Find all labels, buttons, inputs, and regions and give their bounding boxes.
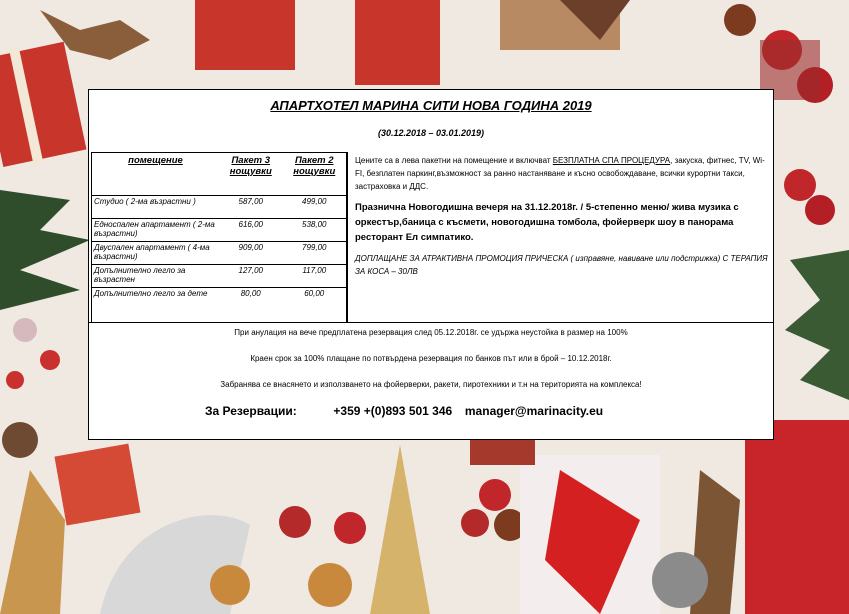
contact-line: [205, 404, 603, 418]
table-row: [92, 219, 346, 242]
price-3-nights: 909,00: [219, 242, 283, 265]
table-row: [92, 288, 346, 311]
phone-number[interactable]: +359 +(0)893 501 346: [333, 404, 453, 418]
price-2-nights: 60,00: [283, 288, 347, 311]
header-package-3: Пакет 3 нощувки: [229, 155, 272, 177]
contact-label: За Резервации:: [205, 404, 297, 418]
price-table: [91, 152, 347, 322]
price-2-nights: 799,00: [283, 242, 347, 265]
section-divider: [89, 322, 773, 323]
price-3-nights: 80,00: [219, 288, 283, 311]
header-room: помещение: [128, 155, 183, 166]
prices-rest: , закуска, фитнес, TV, Wi- FI, безплатен паркинг,възможност за ранно настаняване и късно освобождаване, всички курортни такси, застраховка и ДДС.: [355, 156, 765, 191]
offer-card: [88, 89, 774, 440]
room-name: Двуспален апартамент ( 4-ма възрастни): [92, 242, 219, 265]
room-name: Студио ( 2-ма възрастни ): [92, 196, 219, 219]
gift-icon: [195, 0, 295, 70]
price-2-nights: 499,00: [283, 196, 347, 219]
gift-icon: [54, 444, 140, 526]
prices-intro: Цените са в лева пакетни на помещение и включват: [355, 156, 553, 165]
gala-dinner-text: Празнична Новогодишна вечеря на 31.12.2018г. / 5-степенно меню/ жива музика с оркестър,баница с късмети, новогодишна томбола, фойерверк шоу в панорама ресторант Ел симпатико.: [355, 202, 739, 243]
cancellation-note: При анулация на вече предплатена резервация след 05.12.2018г. се удържа неустойка в размер на 100%: [234, 328, 628, 337]
price-2-nights: 538,00: [283, 219, 347, 242]
column-divider: [347, 152, 348, 323]
price-3-nights: 616,00: [219, 219, 283, 242]
header-package-2: Пакет 2 нощувки: [293, 155, 336, 177]
table-row: [92, 196, 346, 219]
room-name: Допълнително легло за възрастен: [92, 265, 219, 288]
room-name: Допълнително легло за дете: [92, 288, 219, 311]
package-info: [355, 154, 769, 285]
table-row: [92, 242, 346, 265]
spa-highlight: БЕЗПЛАТНА СПА ПРОЦЕДУРА: [552, 156, 671, 165]
price-2-nights: 117,00: [283, 265, 347, 288]
table-row: [92, 265, 346, 288]
room-name: Едноспален апартамент ( 2-ма възрастни): [92, 219, 219, 242]
package-includes: [355, 154, 769, 193]
email-link[interactable]: manager@marinacity.eu: [464, 404, 604, 418]
date-range: (30.12.2018 – 03.01.2019): [377, 128, 485, 138]
fireworks-ban-note: Забранява се внасянето и използването на фойерверки, ракети, пиротехники и т.н на територията на комплекса!: [220, 380, 642, 389]
promo-text: ДОПЛАЩАНЕ ЗА АТРАКТИВНА ПРОМОЦИЯ ПРИЧЕСКА ( изправяне, навиване или подстрижка) С ТЕРАПИЯ ЗА КОСА – 30ЛВ: [355, 254, 768, 276]
price-3-nights: 127,00: [219, 265, 283, 288]
page-title: АПАРТХОТЕЛ МАРИНА СИТИ НОВА ГОДИНА 2019: [270, 98, 592, 113]
payment-deadline-note: Краен срок за 100% плащане по потвърдена резервация по банков път или в брой – 10.12.2018г.: [250, 354, 612, 363]
price-3-nights: 587,00: [219, 196, 283, 219]
